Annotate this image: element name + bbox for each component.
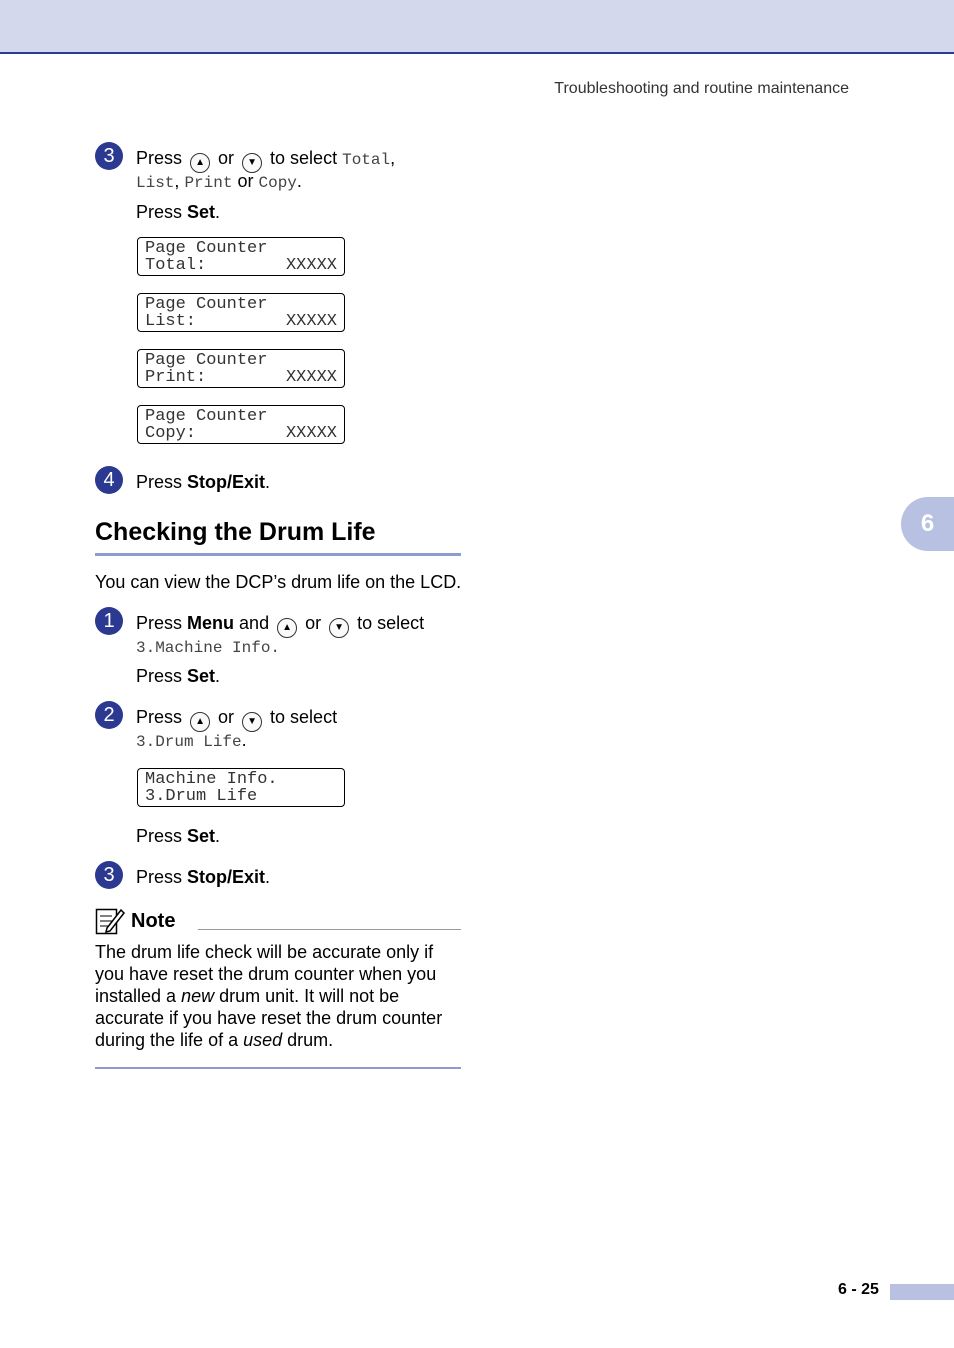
page-number: 6 - 25 (838, 1281, 879, 1298)
lcd-display: Machine Info. 3.Drum Life (137, 768, 345, 807)
up-arrow-icon: ▲ (190, 712, 210, 732)
down-arrow-icon: ▼ (242, 153, 262, 173)
lcd-option: 3.Machine Info (136, 639, 271, 657)
step-number: 3 (95, 861, 123, 889)
note-bottom-divider (95, 1067, 461, 1069)
up-arrow-icon: ▲ (190, 153, 210, 173)
step-number: 3 (95, 142, 123, 170)
lcd-option: 3.Drum Life (136, 733, 242, 751)
step-number: 2 (95, 701, 123, 729)
note-pencil-icon (95, 906, 125, 936)
down-arrow-icon: ▼ (329, 618, 349, 638)
step-text-cont: 3.Drum Life. (136, 730, 247, 751)
set-key: Set (187, 666, 216, 686)
step-text-cont: 3.Machine Info. (136, 639, 281, 657)
header-band (0, 0, 954, 54)
step-text-cont: List, Print or Copy. (136, 171, 302, 192)
step-text: Press Stop/Exit. (136, 472, 271, 492)
note-title: Note (131, 909, 176, 932)
set-key: Set (187, 826, 216, 846)
set-key: Set (187, 202, 216, 222)
note-header (95, 906, 175, 936)
note-divider (198, 929, 461, 930)
step-text: Press ▲ or ▼ to select (136, 706, 337, 732)
down-arrow-icon: ▼ (242, 712, 262, 732)
menu-key: Menu (187, 613, 235, 633)
press-set-text: Press Set. (136, 826, 221, 846)
running-header: Troubleshooting and routine maintenance (554, 80, 849, 97)
lcd-display: Page Counter Copy: XXXXX (137, 405, 345, 444)
footer-bar (890, 1284, 954, 1300)
step-number: 4 (95, 466, 123, 494)
step-text: Press Menu and ▲ or ▼ to select (136, 612, 424, 638)
lcd-option: Copy (258, 174, 297, 192)
section-intro: You can view the DCP’s drum life on the LCD. (95, 572, 462, 592)
press-set-text: Press Set. (136, 202, 221, 222)
up-arrow-icon: ▲ (277, 618, 297, 638)
lcd-display: Page Counter Print: XXXXX (137, 349, 345, 388)
lcd-option: Total (342, 151, 391, 169)
step-text: Press Stop/Exit. (136, 867, 271, 887)
step-text: Press ▲ or ▼ to select Total, (136, 147, 395, 173)
note-body: The drum life check will be accurate only if you have reset the drum counter when you installed a new drum unit. It will not be accurate if you have reset the drum counter during the life of a used drum. (95, 942, 443, 1050)
lcd-display: Page Counter Total: XXXXX (137, 237, 345, 276)
press-set-text: Press Set. (136, 666, 221, 686)
lcd-display: Page Counter List: XXXXX (137, 293, 345, 332)
section-title: Checking the Drum Life (95, 518, 376, 546)
lcd-option: Print (184, 174, 233, 192)
chapter-tab[interactable]: 6 (901, 497, 954, 551)
section-divider (95, 553, 461, 556)
stop-exit-key: Stop/Exit (187, 472, 266, 492)
lcd-option: List (136, 174, 175, 192)
step-number: 1 (95, 607, 123, 635)
stop-exit-key: Stop/Exit (187, 867, 266, 887)
